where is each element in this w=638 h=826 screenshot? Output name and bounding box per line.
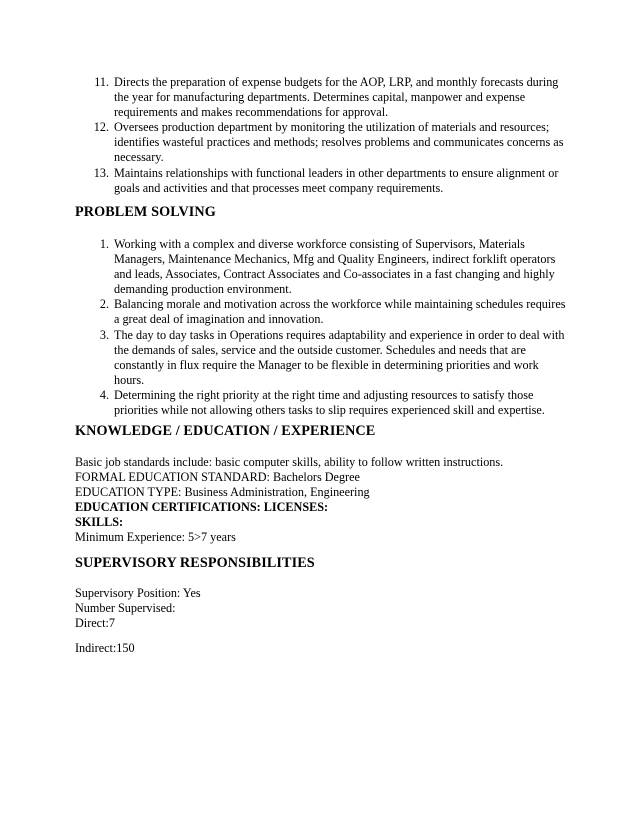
list-text: Determining the right priority at the right time and adjusting resources to satisfy those priorities while not allowing others tasks to slip requires experienced skill and expertise.: [114, 387, 545, 418]
list-number: 4.: [99, 387, 109, 402]
list-item: [0, 237, 566, 297]
number-supervised-text: Number Supervised:: [75, 601, 176, 616]
list-item: [0, 328, 566, 388]
list-item: [0, 75, 566, 120]
list-item: [0, 120, 566, 165]
certifications-label: EDUCATION CERTIFICATIONS: LICENSES:: [75, 500, 329, 515]
supervisory-block: [75, 586, 595, 631]
list-number: 12.: [93, 120, 109, 135]
formal-education-text: FORMAL EDUCATION STANDARD: Bachelors Degree: [75, 470, 360, 485]
section-heading-supervisory: SUPERVISORY RESPONSIBILITIES: [75, 555, 315, 571]
direct-count-text: Direct:7: [75, 616, 115, 631]
supervisory-position-text: Supervisory Position: Yes: [75, 586, 201, 600]
list-text: The day to day tasks in Operations requires adaptability and experience in order to deal with the demands of sales, service and the outside customer. Schedules and needs that are constantly in flux require the Manager to be flexible in determining priorities and work hours.: [114, 327, 565, 387]
problem-solving-list: [0, 237, 638, 418]
list-number: 13.: [93, 165, 109, 180]
list-text: Oversees production department by monitoring the utilization of materials and resources; identifies wasteful practices and methods; resolves problems and communicates concerns as necessary.: [114, 120, 564, 165]
knowledge-block: [75, 455, 595, 546]
list-item: [0, 388, 566, 418]
skills-label: SKILLS:: [75, 515, 124, 530]
list-number: 1.: [99, 237, 109, 251]
list-text: Balancing morale and motivation across the workforce while maintaining schedules requires a great deal of imagination and innovation.: [114, 297, 566, 327]
responsibilities-list: [0, 75, 638, 196]
minimum-experience-text: Minimum Experience: 5>7 years: [75, 530, 236, 545]
list-text: Directs the preparation of expense budgets for the AOP, LRP, and monthly forecasts during the year for manufacturing departments. Determines capital, manpower and expense requirements and makes recommendations for approval.: [114, 75, 559, 120]
list-number: 11.: [94, 75, 109, 89]
basic-standards-text: Basic job standards include: basic computer skills, ability to follow written instructions.: [75, 455, 504, 469]
section-heading-knowledge: KNOWLEDGE / EDUCATION / EXPERIENCE: [75, 423, 376, 439]
indirect-count-text: Indirect:150: [75, 641, 135, 655]
list-number: 2.: [99, 297, 109, 312]
list-text: Maintains relationships with functional leaders in other departments to ensure alignment or goals and activities and that processes meet company requirements.: [114, 165, 559, 195]
education-type-text: EDUCATION TYPE: Business Administration, Engineering: [75, 485, 370, 500]
list-number: 3.: [99, 327, 109, 342]
list-item: [0, 297, 566, 327]
section-heading-problem-solving: PROBLEM SOLVING: [75, 204, 216, 220]
list-item: [0, 166, 566, 196]
indirect-block: [75, 641, 595, 656]
list-text: Working with a complex and diverse workforce consisting of Supervisors, Materials Managers, Maintenance Mechanics, Mfg and Quality Engineers, indirect forklift operators and leads, Associates, Contract Associates and Co-associates in a fast changing and highly demanding production environment.: [114, 237, 556, 297]
